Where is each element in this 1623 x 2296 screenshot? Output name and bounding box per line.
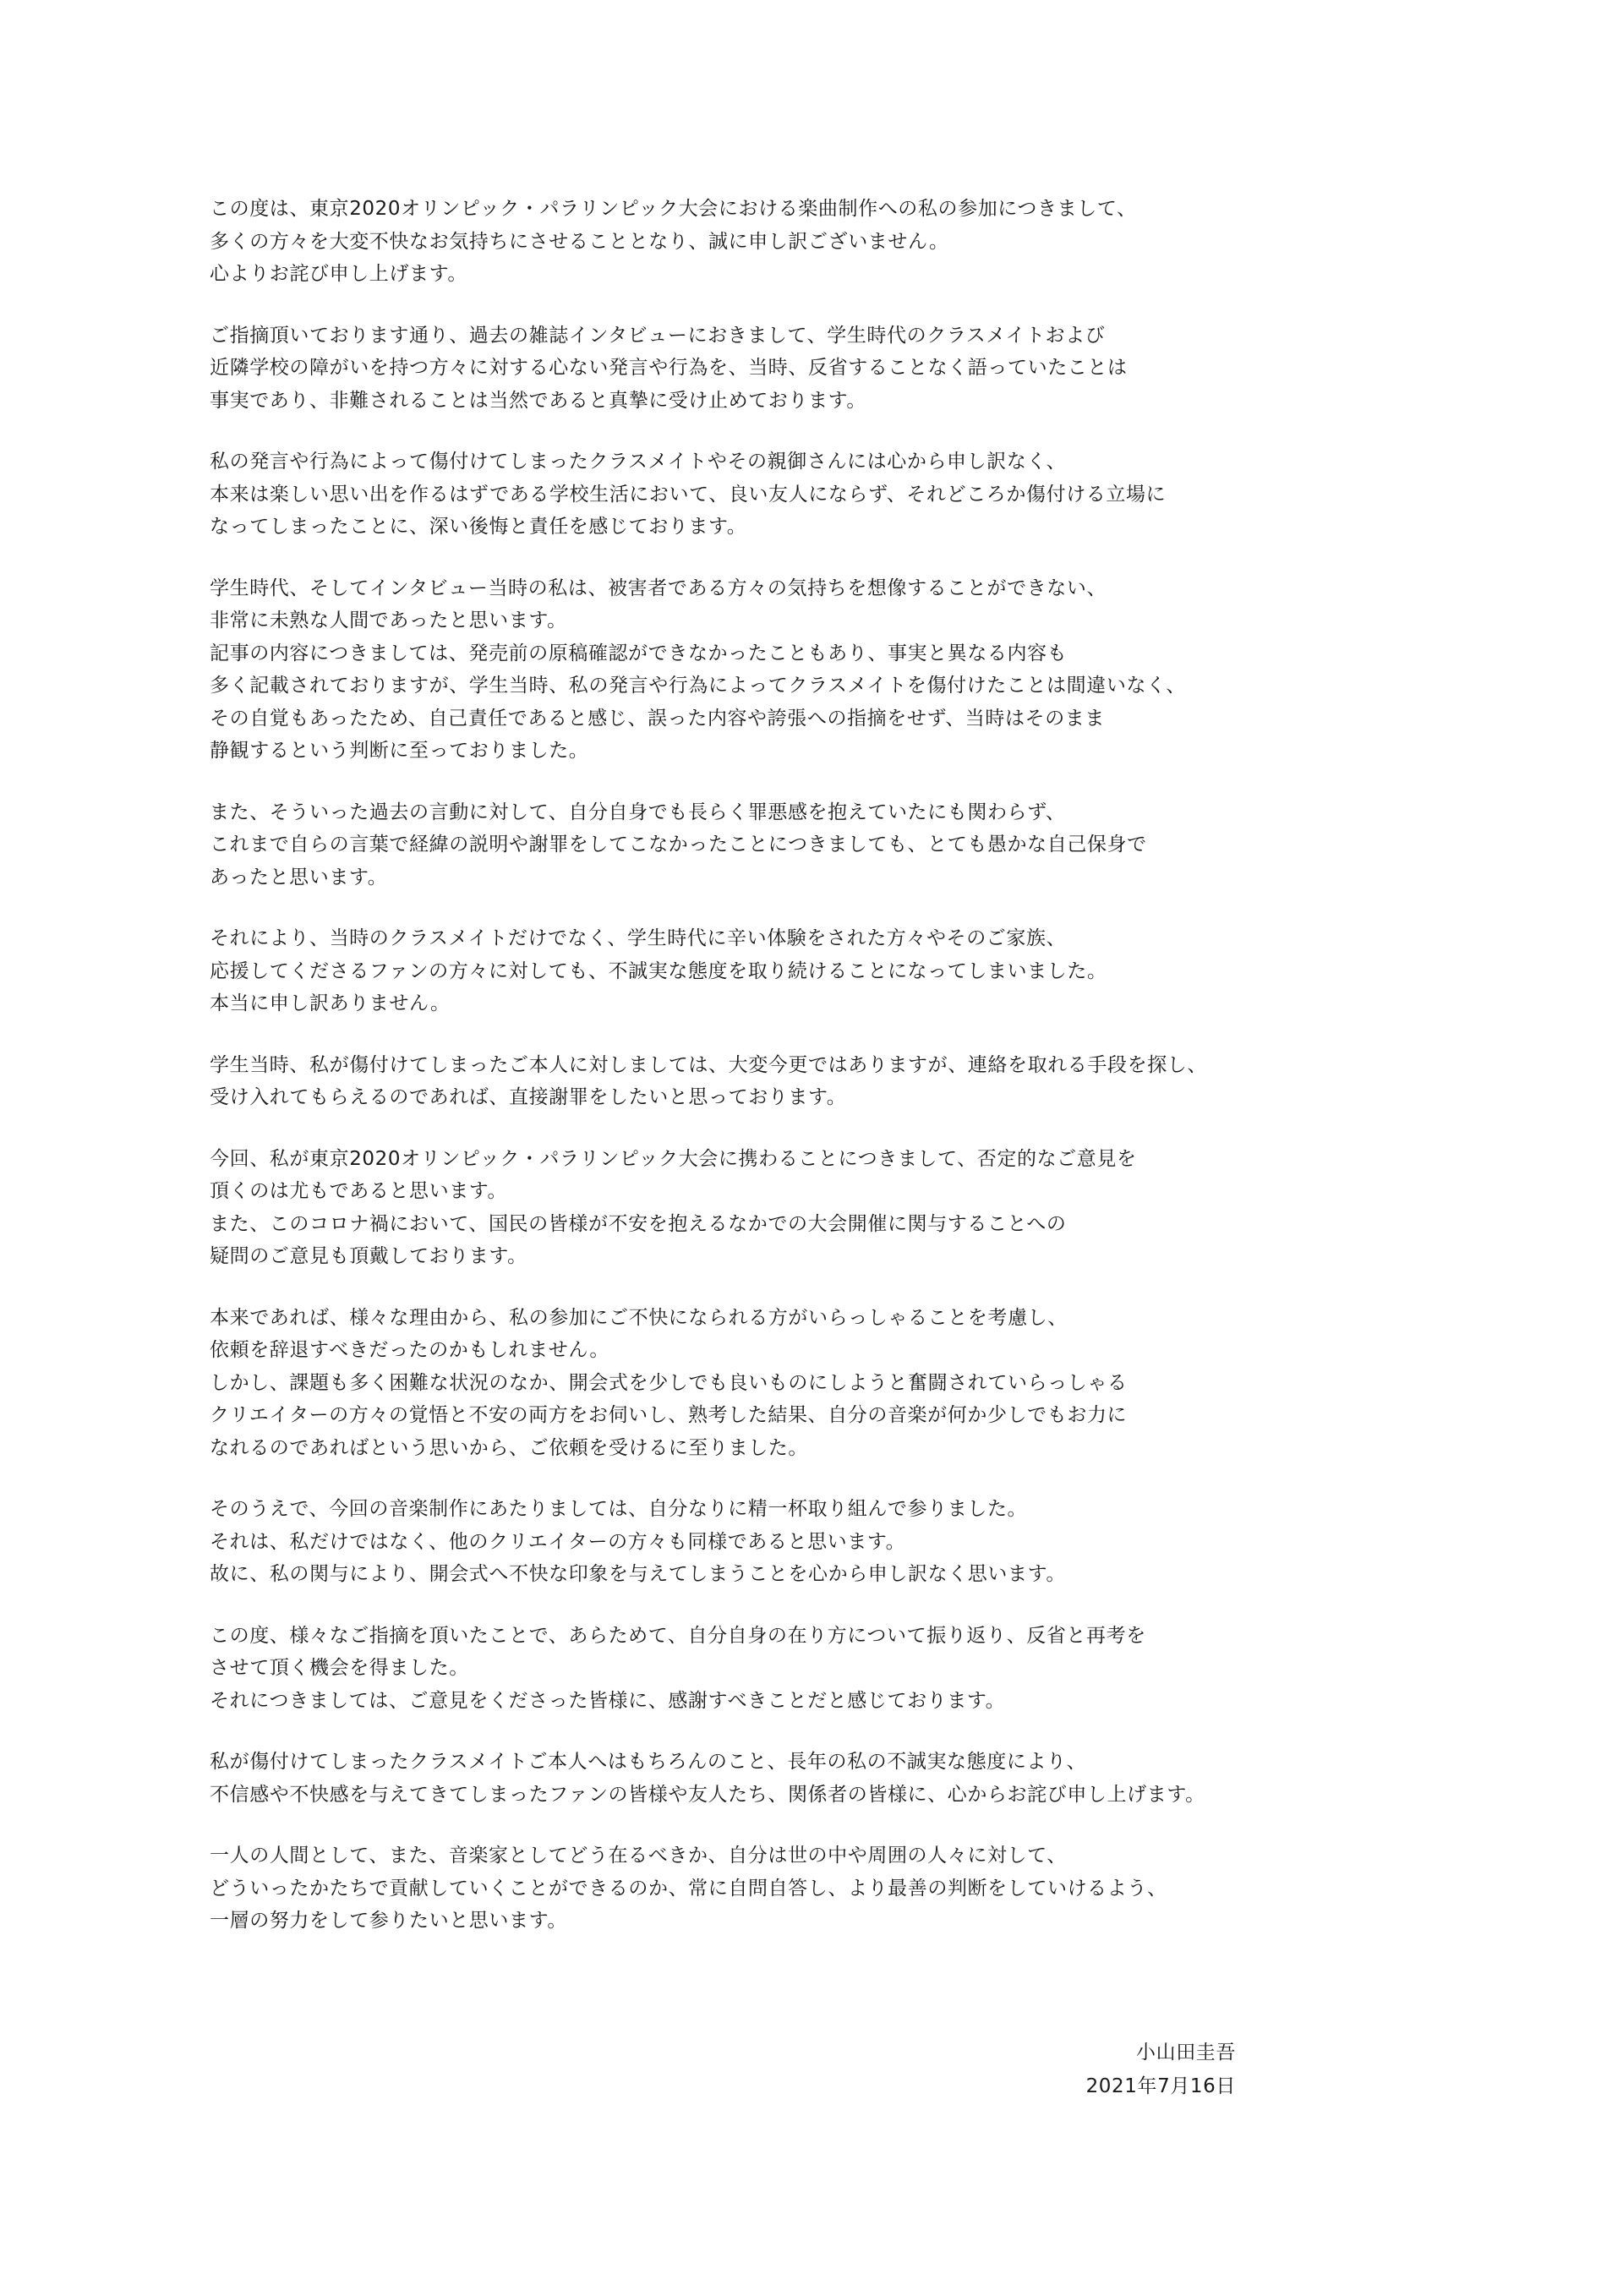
text-line: 受け入れてもらえるのであれば、直接謝罪をしたいと思っております。: [210, 1086, 847, 1108]
text-line: これまで自らの言葉で経緯の説明や謝罪をしてこなかったことにつきましても、とても愚かな自己保身で: [210, 834, 1147, 856]
text-line: 多く記載されておりますが、学生当時、私の発言や行為によってクラスメイトを傷付けたことは間違いなく、: [210, 675, 1186, 697]
paragraph: [210, 922, 1309, 1020]
text-line: 一層の努力をして参りたいと思います。: [210, 1910, 567, 1932]
text-line: 故に、私の関与により、開会式へ不快な印象を与えてしまうことを心から申し訳なく思います。: [210, 1563, 1066, 1585]
text-line: 記事の内容につきましては、発売前の原稿確認ができなかったこともあり、事実と異なる内容も: [210, 642, 1068, 664]
text-line: 事実であり、非難されることは当然であると真摯に受け止めております。: [210, 389, 866, 412]
paragraph: [210, 1493, 1309, 1591]
text-line: 心よりお詫び申し上げます。: [210, 263, 467, 285]
text-line: 多くの方々を大変不快なお気持ちにさせることとなり、誠に申し訳ございません。: [210, 230, 949, 253]
text-line: 今回、私が東京2020オリンピック・パラリンピック大会に携わることにつきまして、否定的なご意見を: [210, 1147, 1137, 1170]
paragraph: [210, 320, 1309, 418]
paragraph: [210, 1049, 1309, 1114]
text-line: 一人の人間として、また、音楽家としてどう在るべきか、自分は世の中や周囲の人々に対して、: [210, 1845, 1067, 1867]
text-line: 学生当時、私が傷付けてしまったご本人に対しましては、大変今更ではありますが、連絡を取れる手段を探し、: [210, 1053, 1207, 1076]
text-line: そのうえで、今回の音楽制作にあたりましては、自分なりに精一杯取り組んで参りました。: [210, 1498, 1028, 1520]
text-line: それにつきましては、ご意見をくださった皆様に、感謝すべきことだと感じております。: [210, 1689, 1006, 1712]
text-line: クリエイターの方々の覚悟と不安の両方をお伺いし、熟考した結果、自分の音楽が何か少しでもお力に: [210, 1404, 1128, 1426]
text-line: それは、私だけではなく、他のクリエイターの方々も同様であると思います。: [210, 1530, 906, 1553]
paragraph: [210, 572, 1309, 768]
text-line: なってしまったことに、深い後悔と責任を感じております。: [210, 516, 747, 538]
text-line: また、そういった過去の言動に対して、自分自身でも長らく罪悪感を抱えていたにも関わらず、: [210, 801, 1066, 823]
text-line: あったと思います。: [210, 866, 388, 888]
signature-block: [210, 2036, 1236, 2103]
text-line: 本当に申し訳ありません。: [210, 992, 451, 1014]
text-line: 非常に未熟な人間であったと思います。: [210, 610, 567, 631]
text-line: 応援してくださるファンの方々に対しても、不誠実な態度を取り続けることになってしまいました。: [210, 959, 1107, 982]
paragraph: [210, 193, 1309, 291]
text-line: 本来は楽しい思い出を作るはずである学校生活において、良い友人にならず、それどころか傷付ける立場に: [210, 483, 1167, 506]
text-line: どういったかたちで貢献していくことができるのか、常に自問自答し、より最善の判断をしていけるよう、: [210, 1877, 1167, 1900]
paragraph: [210, 1620, 1309, 1718]
signature-date: 2021年7月16日: [1085, 2075, 1236, 2097]
paragraph: [210, 1302, 1309, 1465]
letter-body: [210, 193, 1309, 1966]
text-line: 私が傷付けてしまったクラスメイトご本人へはもちろんのこと、長年の私の不誠実な態度により、: [210, 1751, 1087, 1773]
text-line: この度、様々なご指摘を頂いたことで、あらためて、自分自身の在り方について振り返り、反省と再考を: [210, 1624, 1146, 1647]
text-line: 不信感や不快感を与えてきてしまったファンの皆様や友人たち、関係者の皆様に、心からお詫び申し上げます。: [210, 1783, 1205, 1806]
signature-name: 小山田圭吾: [1136, 2042, 1236, 2064]
text-line: 疑問のご意見も頂戴しております。: [210, 1245, 527, 1267]
paragraph: [210, 1840, 1309, 1938]
paragraph: [210, 1746, 1309, 1811]
paragraph: [210, 796, 1309, 894]
text-line: その自覚もあったため、自己責任であると感じ、誤った内容や誇張への指摘をせず、当時はそのまま: [210, 707, 1106, 730]
text-line: また、このコロナ禍において、国民の皆様が不安を抱えるなかでの大会開催に関与することへの: [210, 1212, 1067, 1235]
paragraph: [210, 1143, 1309, 1273]
text-line: 近隣学校の障がいを持つ方々に対する心ない発言や行為を、当時、反省することなく語っていたことは: [210, 357, 1128, 379]
text-line: 依頼を辞退すべきだったのかもしれません。: [210, 1339, 609, 1361]
text-line: 頂くのは尤もであると思います。: [210, 1180, 508, 1202]
text-line: 静観するという判断に至っておりました。: [210, 740, 589, 762]
text-line: させて頂く機会を得ました。: [210, 1657, 469, 1679]
text-line: ご指摘頂いております通り、過去の雑誌インタビューにおきまして、学生時代のクラスメイトおよび: [210, 324, 1106, 347]
text-line: 本来であれば、様々な理由から、私の参加にご不快になられる方がいらっしゃることを考慮し、: [210, 1306, 1068, 1329]
text-line: それにより、当時のクラスメイトだけでなく、学生時代に辛い体験をされた方々やそのご家族、: [210, 927, 1067, 949]
text-line: この度は、東京2020オリンピック・パラリンピック大会における楽曲制作への私の参加につきまして、: [210, 198, 1137, 220]
text-line: 私の発言や行為によって傷付けてしまったクラスメイトやその親御さんには心から申し訳なく、: [210, 451, 1067, 473]
paragraph: [210, 446, 1309, 544]
text-line: なれるのであればという思いから、ご依頼を受けるに至りました。: [210, 1436, 808, 1459]
text-line: 学生時代、そしてインタビュー当時の私は、被害者である方々の気持ちを想像することができない、: [210, 577, 1107, 599]
text-line: しかし、課題も多く困難な状況のなか、開会式を少しでも良いものにしようと奮闘されていらっしゃる: [210, 1371, 1128, 1394]
